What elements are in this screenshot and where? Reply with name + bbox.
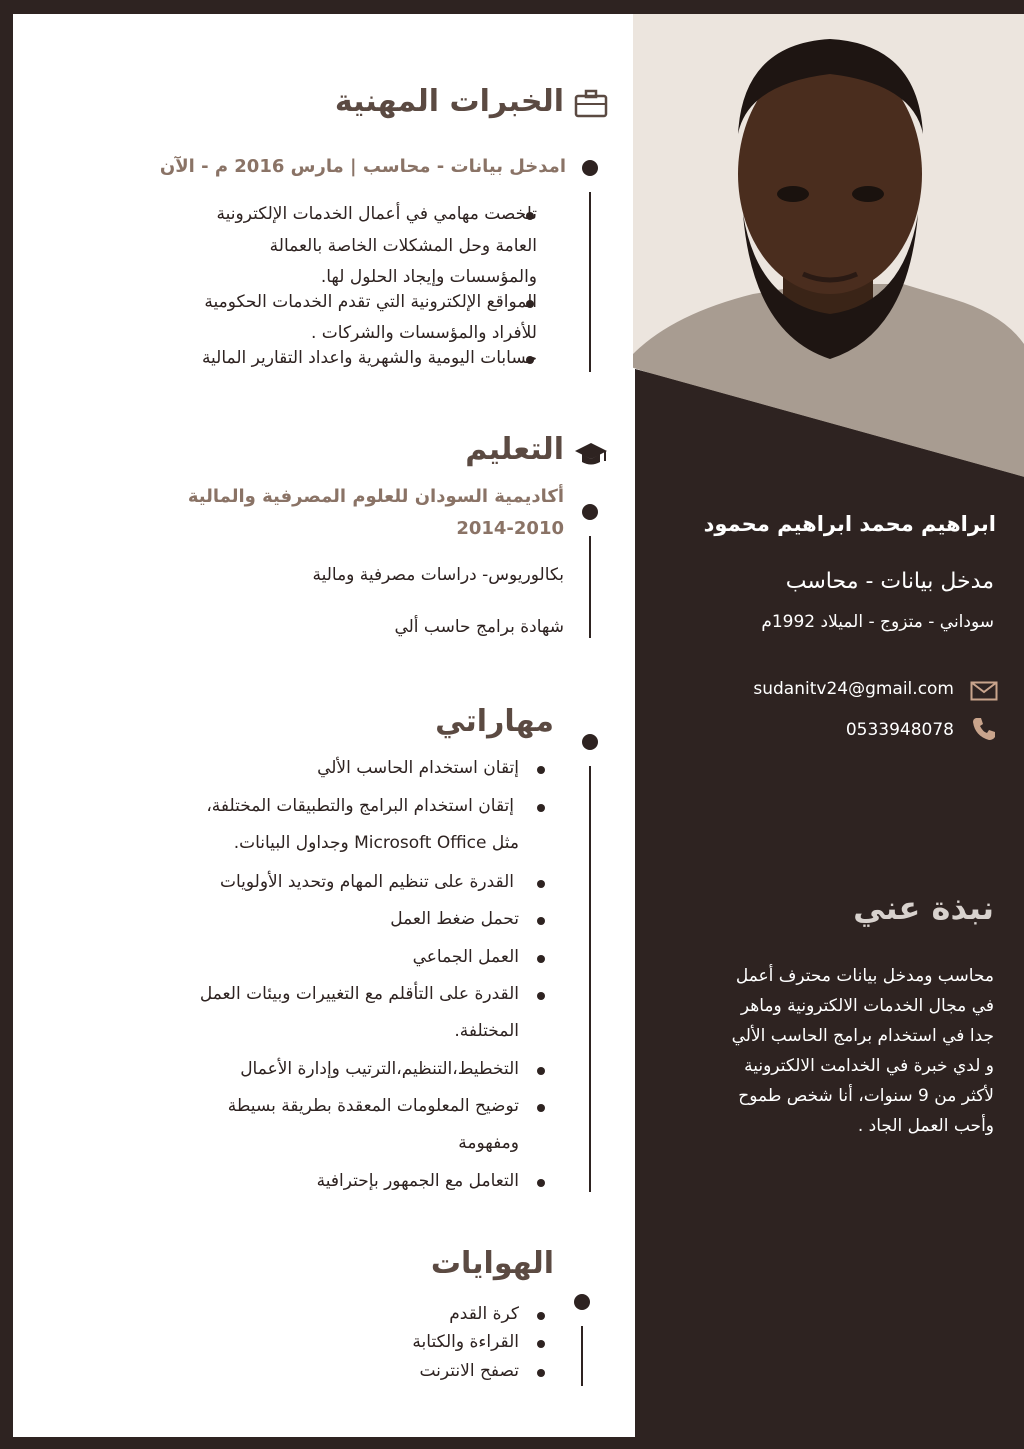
skill-line: العمل الجماعي [412,947,519,967]
experience-line: للأفراد والمؤسسات والشركات . [311,323,537,343]
bullet [537,1067,545,1075]
panel-top-fill [635,369,1024,519]
about-title: نبذة عني [853,889,994,927]
skill-line: توضيح المعلومات المعقدة بطريقة بسيطة [227,1096,519,1116]
skill-line: مثل Microsoft Office وجداول البيانات. [233,833,519,853]
profile-details: سوداني - متزوج - الميلاد 1992م [761,612,994,632]
bullet [537,804,545,812]
job-title: امدخل بيانات - محاسب | مارس 2016 م - الآن [159,156,566,177]
education-title: التعليم [465,432,564,467]
experience-line: تلخصت مهامي في أعمال الخدمات الإلكترونية [216,204,537,224]
hobby-item: القراءة والكتابة [412,1332,519,1352]
timeline-dot [582,734,598,750]
phone-number[interactable]: 0533948078 [845,720,954,740]
timeline-dot [574,1294,590,1310]
bullet [537,1179,545,1187]
hobbies-title: الهوايات [430,1246,554,1281]
hobby-item: تصفح الانترنت [419,1361,519,1381]
degree: بكالوريوس- دراسات مصرفية ومالية [312,565,564,585]
bullet [537,955,545,963]
phone-icon [971,716,997,742]
experience-line: والمؤسسات وإيجاد الحلول لها. [320,267,537,287]
about-line: محاسب ومدخل بيانات محترف أعمل [735,966,994,986]
timeline-line [589,766,591,1192]
experience-line: المواقع الإلكترونية التي تقدم الخدمات الحكومية [204,292,537,312]
timeline-line [589,192,591,372]
about-line: جدا في استخدام برامج الحاسب الألي [731,1026,994,1046]
school-name: أكاديمية السودان للعلوم المصرفية والمالية [187,486,564,507]
experience-line: حسابات اليومية والشهرية واعداد التقارير المالية [201,348,537,368]
graduation-cap-icon [574,440,608,468]
mail-icon [970,681,998,701]
experience-title: الخبرات المهنية [334,84,564,119]
certificate: شهادة برامج حاسب ألي [394,617,564,637]
briefcase-icon [574,88,608,118]
school-years: 2014-2010 [456,518,564,539]
profile-name: ابراهيم محمد ابراهيم محمود [703,512,996,536]
skill-line: القدرة على تنظيم المهام وتحديد الأولويات [219,872,514,892]
left-border [0,14,13,1437]
bullet [537,1340,545,1348]
bullet [537,992,545,1000]
skill-line: تحمل ضغط العمل [390,909,519,929]
bullet [537,1312,545,1320]
bullet [537,880,545,888]
skill-line: القدرة على التأقلم مع التغييرات وبيئات العمل [199,984,519,1004]
experience-line: العامة وحل المشكلات الخاصة بالعمالة [269,236,537,256]
skills-title: مهاراتي [435,704,554,739]
skill-line: المختلفة. [454,1021,519,1041]
about-line: في مجال الخدمات الالكترونية وماهر [740,996,994,1016]
hobby-item: كرة القدم [449,1304,519,1324]
skill-line: ومفهومة [458,1133,519,1153]
about-line: و لدي خبرة في الخدامت الالكترونية [744,1056,994,1076]
timeline-line [589,536,591,638]
bullet [537,917,545,925]
skill-line: التخطيط،التنظيم،الترتيب وإدارة الأعمال [240,1059,519,1079]
bullet [537,766,545,774]
about-line: لأكثر من 9 سنوات، أنا شخص طموح [738,1086,994,1106]
bullet [537,1104,545,1112]
timeline-dot [582,504,598,520]
resume-page [0,14,1024,1437]
skill-line: التعامل مع الجمهور بإحترافية [316,1171,519,1191]
skill-line: إتقان استخدام الحاسب الألي [317,758,519,778]
profile-role: مدخل بيانات - محاسب [785,569,994,594]
timeline-dot [582,160,598,176]
email-address[interactable]: sudanitv24@gmail.com [753,679,954,699]
skill-line: إتقان استخدام البرامج والتطبيقات المختلفة، [206,796,514,816]
about-line: وأحب العمل الجاد . [857,1116,994,1136]
bullet [537,1369,545,1377]
timeline-line [581,1326,583,1386]
